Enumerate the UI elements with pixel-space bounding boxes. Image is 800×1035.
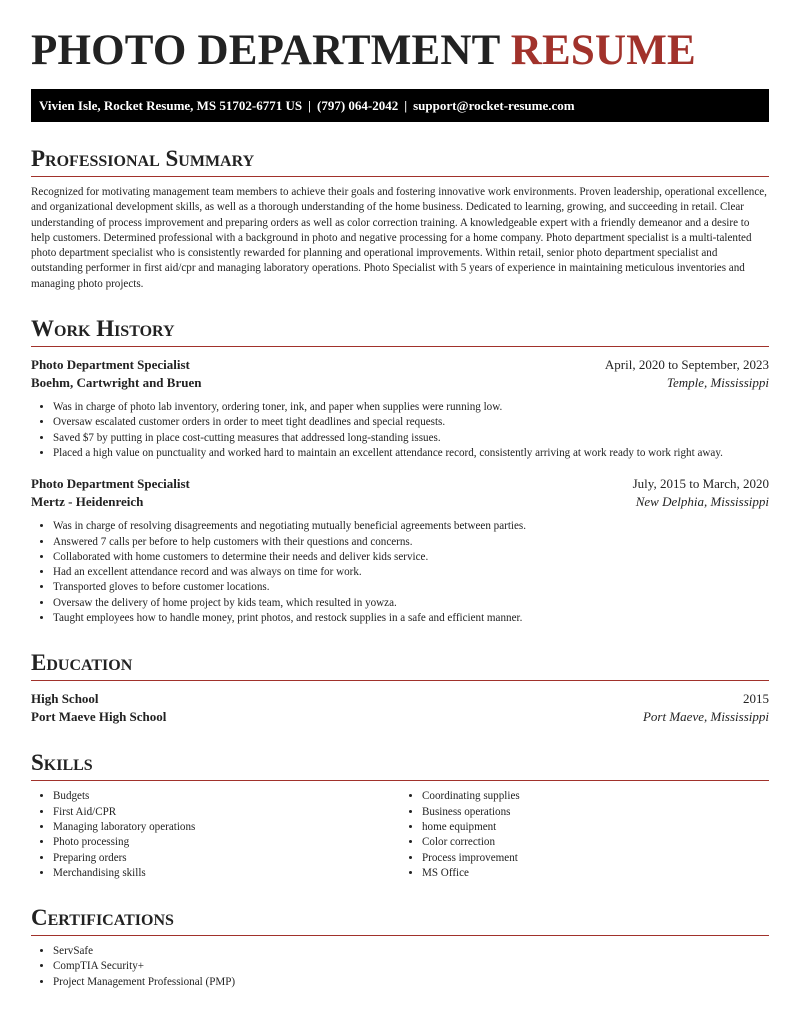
job-bullet: • Answered 7 calls per before to help customers with their questions and concerns. xyxy=(53,535,769,550)
title-accent: RESUME xyxy=(510,27,696,74)
skills-list xyxy=(31,789,769,881)
section-heading-work-history: Work History xyxy=(31,316,769,347)
education-school: Port Maeve High School xyxy=(31,709,167,725)
skill-item: • Process improvement xyxy=(422,851,769,866)
skill-item: • Budgets xyxy=(53,789,400,804)
job-bullet: • Oversaw the delivery of home project by kids team, which resulted in yowza. xyxy=(53,596,769,611)
contact-separator: | xyxy=(404,98,408,113)
job-title: Photo Department Specialist xyxy=(31,476,190,492)
contact-phone: (797) 064-2042 xyxy=(317,98,399,113)
summary-text: Recognized for motivating management team members to achieve their goals and fostering innovative work environments. Proven leadership, operational excellence, and organizational development skills, as well as a thorough understanding of the home business. Dedicated to learning, growing, and succeeding in retail. Clear understanding of process improvement and preparing orders as well as color correction training. A knowledgeable expert with a friendly demeanor and a desire to help customers. Determined professional with a background in photo and negative processing for a home company. Photo department specialist is a multi-talented photo department specialist who is consistently rewarded for planning and operational improvements. Within retail, senior photo department specialist and outstanding performer in first aid/cpr and managing laboratory operations. Photo Specialist with 5 years of experience in maintaining meticulous inventories and managing photo projects. xyxy=(31,186,767,290)
contact-email: support@rocket-resume.com xyxy=(413,98,575,113)
job-dates: July, 2015 to March, 2020 xyxy=(632,476,769,492)
skill-item: • MS Office xyxy=(422,866,769,881)
job-bullet: • Placed a high value on punctuality and worked hard to maintain an excellent attendance record, consistently arriving at work ready to work right away. xyxy=(53,446,769,461)
contact-address: Vivien Isle, Rocket Resume, MS 51702-6771 US xyxy=(39,98,303,113)
skill-item: • Merchandising skills xyxy=(53,866,400,881)
section-heading-education: Education xyxy=(31,650,769,681)
certifications-list xyxy=(31,944,769,990)
skill-item: • Managing laboratory operations xyxy=(53,820,400,835)
job-bullet: • Was in charge of resolving disagreements and negotiating mutually beneficial agreements between parties. xyxy=(53,519,769,534)
skill-item: • Business operations xyxy=(422,805,769,820)
title-main: PHOTO DEPARTMENT xyxy=(31,27,500,74)
education-degree: High School xyxy=(31,691,99,707)
job-bullet: • Was in charge of photo lab inventory, ordering toner, ink, and paper when supplies were running low. xyxy=(53,400,769,415)
skills-column-left xyxy=(31,789,400,881)
job-location: New Delphia, Mississippi xyxy=(635,494,769,510)
resume-title xyxy=(31,0,769,75)
skill-item: • Coordinating supplies xyxy=(422,789,769,804)
job-company: Boehm, Cartwright and Bruen xyxy=(31,375,202,391)
section-heading-summary: Professional Summary xyxy=(31,146,769,177)
job-bullets xyxy=(31,519,769,626)
job-bullet: • Had an excellent attendance record and was always on time for work. xyxy=(53,565,769,580)
contact-separator: | xyxy=(308,98,311,113)
contact-bar xyxy=(31,89,769,122)
job-bullet: • Taught employees how to handle money, print photos, and restock supplies in a safe and efficient manner. xyxy=(53,611,769,626)
job-dates: April, 2020 to September, 2023 xyxy=(604,357,769,373)
education-year: 2015 xyxy=(743,691,769,707)
job-bullet: • Saved $7 by putting in place cost-cutting measures that addressed long-standing issues. xyxy=(53,431,769,446)
job-bullet: • Collaborated with home customers to determine their needs and deliver kids service. xyxy=(53,550,769,565)
section-heading-skills: Skills xyxy=(31,750,769,781)
job-company: Mertz - Heidenreich xyxy=(31,494,144,510)
skill-item: • home equipment xyxy=(422,820,769,835)
education-entry xyxy=(31,690,769,726)
job-entry xyxy=(31,356,769,461)
job-entry xyxy=(31,475,769,626)
job-bullets xyxy=(31,400,769,461)
job-bullet: • Oversaw escalated customer orders in order to meet tight deadlines and special requests. xyxy=(53,415,769,430)
skill-item: • Preparing orders xyxy=(53,851,400,866)
certification-item: • Project Management Professional (PMP) xyxy=(53,975,769,990)
certification-item: • ServSafe xyxy=(53,944,769,959)
section-heading-certifications: Certifications xyxy=(31,905,769,936)
skills-column-right xyxy=(400,789,769,881)
job-location: Temple, Mississippi xyxy=(666,375,769,391)
job-title: Photo Department Specialist xyxy=(31,357,190,373)
skill-item: • Photo processing xyxy=(53,835,400,850)
job-bullet: • Transported gloves to before customer locations. xyxy=(53,580,769,595)
education-location: Port Maeve, Mississippi xyxy=(642,709,769,725)
skill-item: • Color correction xyxy=(422,835,769,850)
certification-item: • CompTIA Security+ xyxy=(53,959,769,974)
skill-item: • First Aid/CPR xyxy=(53,805,400,820)
